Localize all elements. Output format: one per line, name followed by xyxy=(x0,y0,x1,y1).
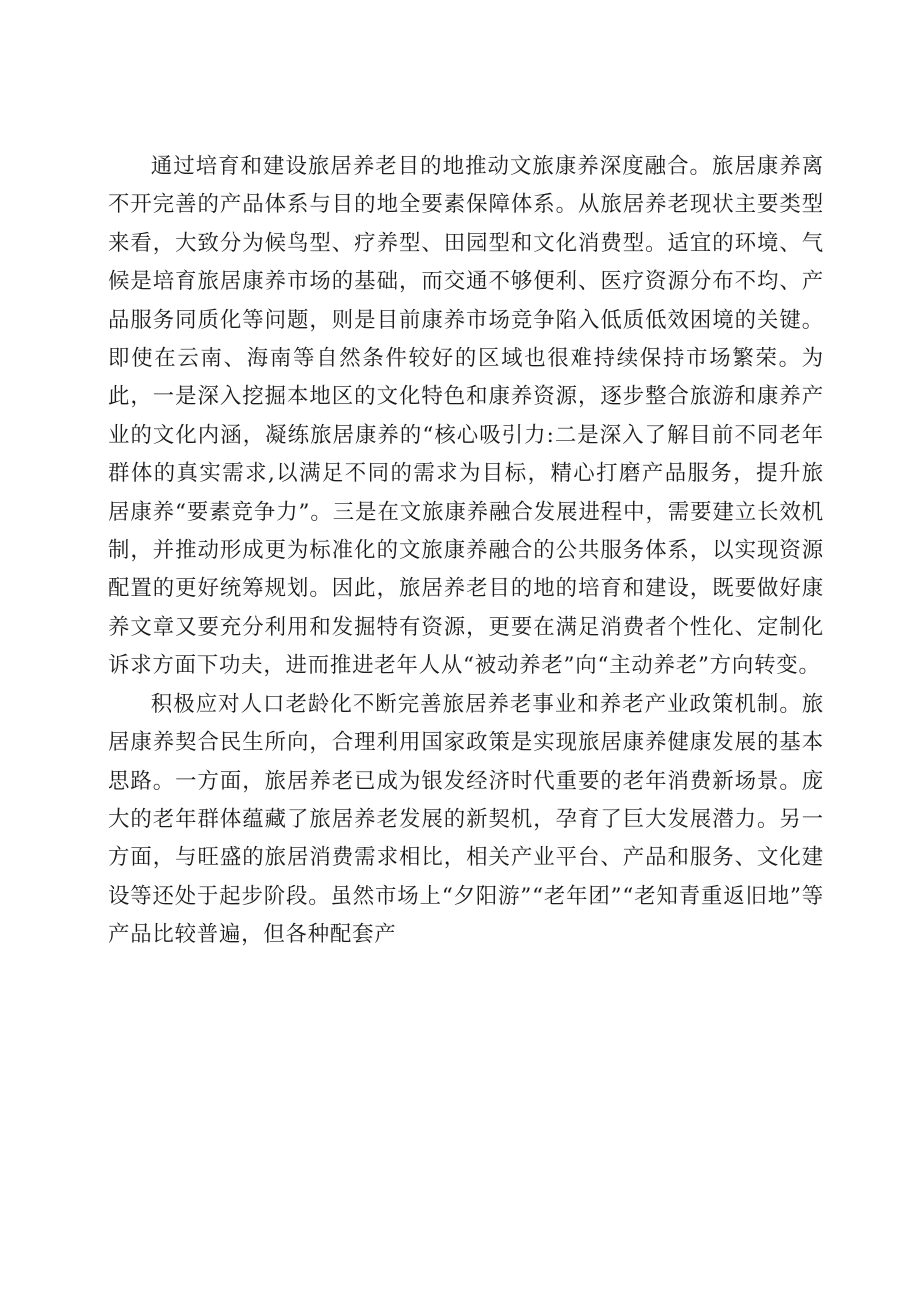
paragraph-cultural-tourism-integration: 通过培育和建设旅居养老目的地推动文旅康养深度融合。旅居康养离不开完善的产品体系与目的地全要素保障体系。从旅居养老现状主要类型来看，大致分为候鸟型、疗养型、田园型和文化消费型。适宜的环境、气候是培育旅居康养市场的基础，而交通不够便利、医疗资源分布不均、产品服务同质化等问题，则是目前康养市场竞争陷入低质低效困境的关键。即使在云南、海南等自然条件较好的区域也很难持续保持市场繁荣。为此，一是深入挖掘本地区的文化特色和康养资源，逐步整合旅游和康养产业的文化内涵，凝练旅居康养的“核心吸引力:二是深入了解目前不同老年群体的真实需求,以满足不同的需求为目标，精心打磨产品服务，提升旅居康养“要素竞争力”。三是在文旅康养融合发展进程中，需要建立长效机制，并推动形成更为标准化的文旅康养融合的公共服务体系，以实现资源配置的更好统筹规划。因此，旅居养老目的地的培育和建设，既要做好康养文章又要充分利用和发掘特有资源，更要在满足消费者个性化、定制化诉求方面下功夫，进而推进老年人从“被动养老”向“主动养老”方向转变。 xyxy=(108,154,824,679)
document-page xyxy=(108,148,824,955)
paragraph-aging-policy: 积极应对人口老龄化不断完善旅居养老事业和养老产业政策机制。旅居康养契合民生所向，合理利用国家政策是实现旅居康养健康发展的基本思路。一方面，旅居养老已成为银发经济时代重要的老年消费新场景。庞大的老年群体蕴藏了旅居养老发展的新契机，孕育了巨大发展潜力。另一方面，与旺盛的旅居消费需求相比，相关产业平台、产品和服务、文化建设等还处于起步阶段。虽然市场上“夕阳游”“老年团”“老知青重返旧地”等产品比较普遍，但各种配套产 xyxy=(108,691,824,948)
